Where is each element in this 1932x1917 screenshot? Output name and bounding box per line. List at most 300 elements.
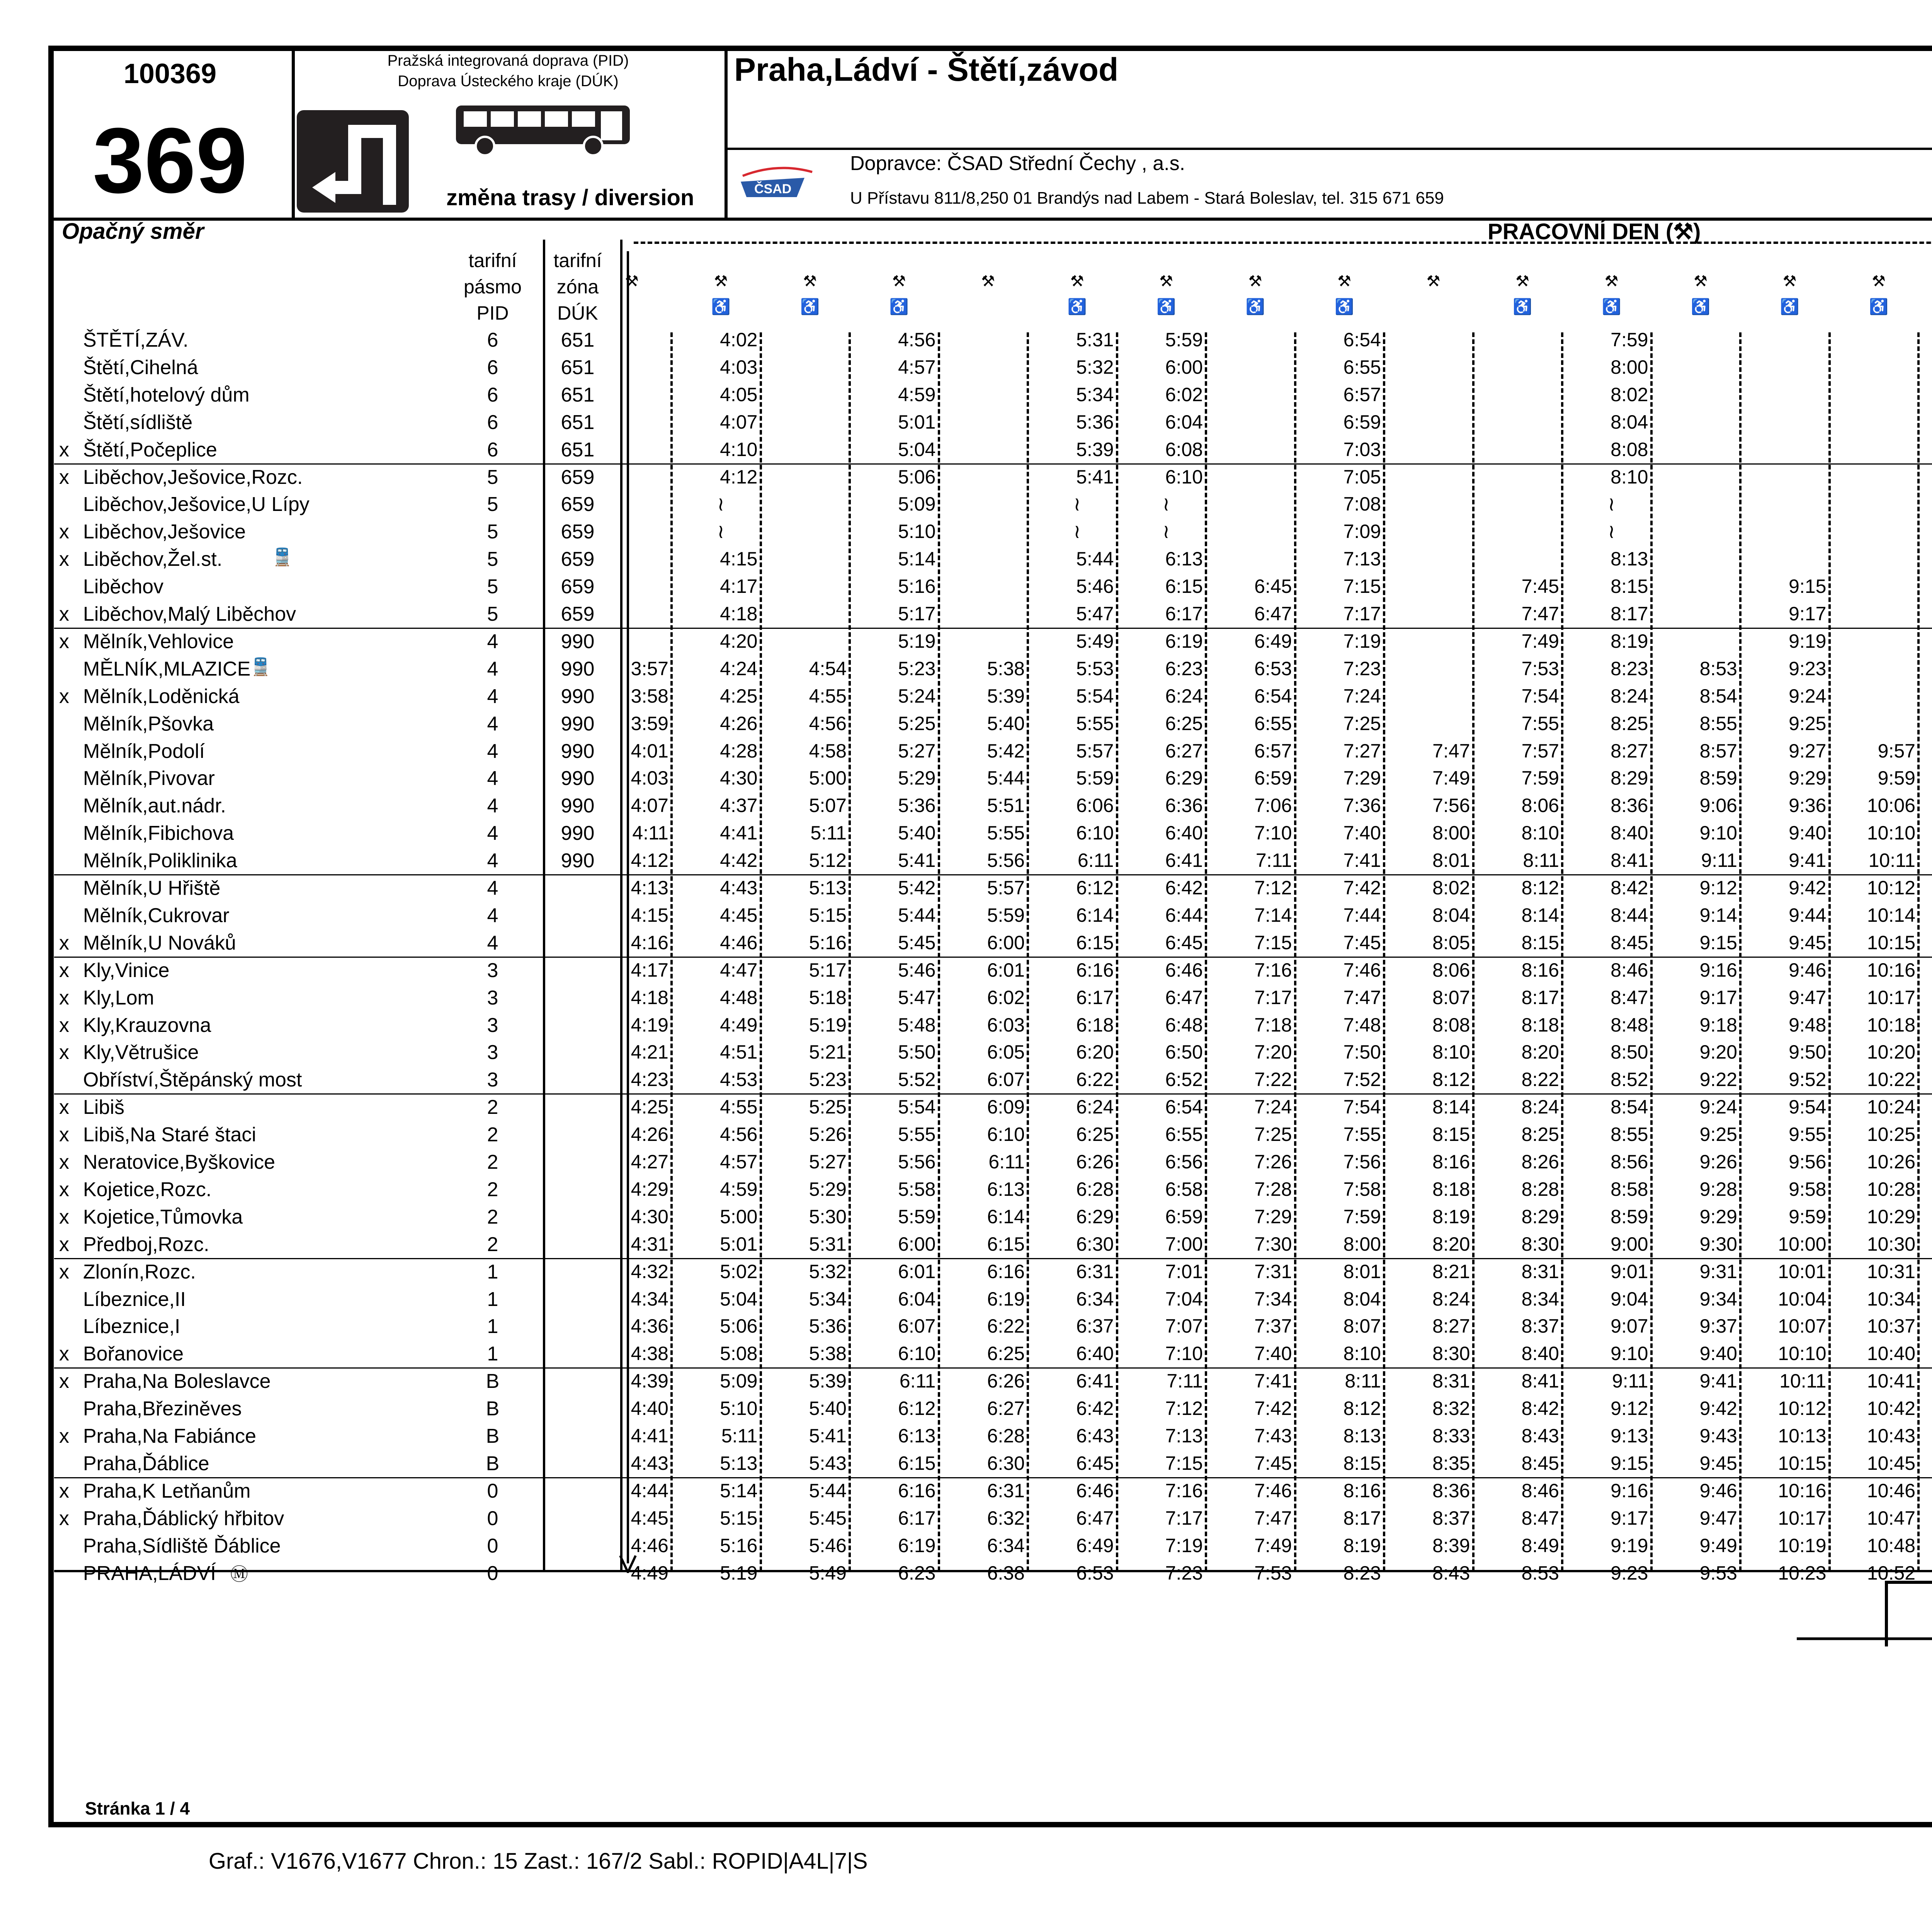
departure-time: 6:18 — [1076, 1014, 1114, 1036]
group-separator — [54, 1367, 1932, 1369]
departure-time: 8:47 — [1611, 986, 1648, 1008]
column-dash — [1383, 332, 1385, 1571]
departure-time: 7:44 — [1343, 904, 1381, 926]
departure-time: 9:59 — [1878, 767, 1915, 789]
departure-time: 8:02 — [1432, 877, 1470, 899]
departure-time: 7:16 — [1165, 1479, 1203, 1502]
departure-time: 5:32 — [1076, 356, 1114, 378]
departure-time: 9:58 — [1789, 1178, 1827, 1200]
departure-time: 6:07 — [898, 1315, 936, 1337]
departure-time: 8:35 — [1432, 1452, 1470, 1474]
departure-time: 7:15 — [1254, 931, 1292, 953]
duk-zone: 990 — [561, 712, 595, 735]
departure-time: 5:48 — [898, 1014, 936, 1036]
workday-icon: ⚒ — [1159, 273, 1173, 290]
departure-time: 5:31 — [1076, 329, 1114, 351]
pid-zone: 5 — [487, 493, 498, 516]
stop-name: Líbeznice,I — [83, 1315, 180, 1338]
departure-time: 9:36 — [1789, 795, 1827, 817]
departure-time: 5:11 — [810, 822, 847, 844]
departure-time: 8:37 — [1432, 1507, 1470, 1529]
skip-mark: ≀ — [1608, 521, 1615, 543]
departure-time: 6:59 — [1165, 1205, 1203, 1227]
skip-mark: ≀ — [1608, 493, 1615, 515]
stop-name: Mělník,Podolí — [83, 740, 205, 763]
departure-time: 4:31 — [631, 1233, 668, 1255]
departure-time: 8:16 — [1521, 959, 1559, 981]
departure-time: 9:12 — [1699, 877, 1737, 899]
day-type: PRACOVNÍ DEN (⚒) — [1488, 219, 1701, 244]
csad-logo — [739, 160, 816, 203]
diversion-logo — [297, 110, 409, 213]
departure-time: 6:15 — [1165, 575, 1203, 598]
skip-mark: ≀ — [1162, 493, 1170, 515]
departure-time: 7:19 — [1343, 630, 1381, 652]
departure-time: 6:43 — [1076, 1425, 1114, 1447]
departure-time: 9:23 — [1611, 1562, 1648, 1584]
stop-name: Mělník,aut.nádr. — [83, 795, 226, 817]
departure-time: 5:00 — [809, 767, 847, 789]
departure-time: 7:41 — [1343, 850, 1381, 872]
departure-time: 6:25 — [1076, 1124, 1114, 1146]
departure-time: 6:29 — [1076, 1205, 1114, 1227]
duk-zone: 990 — [561, 630, 595, 653]
departure-time: 6:37 — [1076, 1315, 1114, 1337]
pid-zone: 4 — [487, 740, 498, 763]
departure-time: 6:19 — [987, 1288, 1025, 1310]
departure-time: 6:00 — [1165, 356, 1203, 378]
departure-time: 4:03 — [720, 356, 758, 378]
wheelchair-icon: ♿ — [1869, 298, 1888, 315]
pid-zone: 4 — [487, 795, 498, 817]
departure-time: 4:21 — [631, 1041, 668, 1063]
departure-time: 7:17 — [1343, 603, 1381, 625]
departure-time: 8:18 — [1521, 1014, 1559, 1036]
departure-time: 8:12 — [1432, 1069, 1470, 1091]
departure-time: 7:25 — [1343, 712, 1381, 734]
departure-time: 8:19 — [1611, 630, 1648, 652]
pid-zone: 3 — [487, 1069, 498, 1091]
departure-time: 6:00 — [898, 1233, 936, 1255]
stop-name: Mělník,Cukrovar — [83, 904, 230, 927]
workday-icon: ⚒ — [1337, 273, 1351, 290]
departure-time: 4:07 — [720, 411, 758, 433]
departure-time: 6:11 — [988, 1151, 1025, 1173]
stop-name: Kly,Lom — [83, 986, 154, 1009]
departure-time: 8:33 — [1432, 1425, 1470, 1447]
workday-icon: ⚒ — [714, 273, 728, 290]
departure-time: 9:43 — [1699, 1425, 1737, 1447]
departure-time: 4:59 — [720, 1178, 758, 1200]
departure-time: 8:16 — [1432, 1151, 1470, 1173]
departure-time: 7:03 — [1343, 438, 1381, 460]
departure-time: 6:26 — [1076, 1151, 1114, 1173]
departure-time: 8:40 — [1521, 1343, 1559, 1365]
departure-time: 10:34 — [1867, 1288, 1915, 1310]
pid-zone: 4 — [487, 904, 498, 927]
departure-time: 9:56 — [1789, 1151, 1827, 1173]
departure-time: 10:10 — [1867, 822, 1915, 844]
request-stop-mark: x — [59, 630, 69, 653]
departure-time: 10:06 — [1867, 795, 1915, 817]
pid-zone: B — [486, 1398, 500, 1420]
departure-time: 5:42 — [898, 877, 936, 899]
departure-time: 10:23 — [1778, 1562, 1827, 1584]
departure-time: 4:18 — [720, 603, 758, 625]
departure-time: 8:13 — [1611, 548, 1648, 570]
departure-time: 5:06 — [898, 466, 936, 488]
skip-mark: ≀ — [1162, 521, 1170, 543]
departure-time: 4:20 — [720, 630, 758, 652]
departure-time: 9:01 — [1611, 1260, 1648, 1282]
duk-zone: 659 — [561, 548, 595, 571]
stop-name: Praha,K Letňanům — [83, 1479, 251, 1502]
departure-time: 9:26 — [1699, 1151, 1737, 1173]
request-stop-mark: x — [59, 548, 69, 571]
departure-time: 5:44 — [809, 1479, 847, 1502]
departure-time: 4:32 — [631, 1260, 668, 1282]
continuation-arrow-icon — [1797, 1631, 1932, 1646]
departure-time: 8:37 — [1521, 1315, 1559, 1337]
departure-time: 9:31 — [1699, 1260, 1737, 1282]
departure-time — [1925, 1096, 1932, 1118]
departure-time: 7:34 — [1254, 1288, 1292, 1310]
departure-time: 7:14 — [1254, 904, 1292, 926]
departure-time: 7:10 — [1254, 822, 1292, 844]
request-stop-mark: x — [59, 1370, 69, 1393]
departure-time: 8:00 — [1611, 356, 1648, 378]
departure-time — [1925, 329, 1932, 351]
departure-time: 7:11 — [1255, 850, 1292, 872]
departure-time: 7:06 — [1254, 795, 1292, 817]
departure-time: 6:20 — [1076, 1041, 1114, 1063]
departure-time: 9:49 — [1699, 1534, 1737, 1556]
departure-time: 5:38 — [809, 1343, 847, 1365]
departure-time: 6:14 — [1076, 904, 1114, 926]
departure-time: 6:13 — [1165, 548, 1203, 570]
departure-time: 5:01 — [898, 411, 936, 433]
departure-time: 5:40 — [809, 1398, 847, 1420]
departure-time: 9:29 — [1699, 1205, 1737, 1227]
departure-time: 8:30 — [1432, 1343, 1470, 1365]
departure-time: 7:47 — [1343, 986, 1381, 1008]
departure-time: 9:11 — [1701, 850, 1737, 872]
departure-time — [1925, 603, 1932, 625]
departure-time: 10:01 — [1778, 1260, 1827, 1282]
departure-time: 6:29 — [1165, 767, 1203, 789]
pid-zone: 1 — [487, 1288, 498, 1311]
departure-time: 8:26 — [1521, 1151, 1559, 1173]
departure-time: 7:37 — [1254, 1315, 1292, 1337]
departure-time: 5:31 — [809, 1233, 847, 1255]
workday-icon: ⚒ — [1694, 273, 1708, 290]
pid-zone: 6 — [487, 356, 498, 379]
pid-label: Pražská integrovaná doprava (PID) — [387, 52, 629, 69]
departure-time: 8:36 — [1611, 795, 1648, 817]
departure-time: 8:14 — [1521, 904, 1559, 926]
departure-time: 9:29 — [1789, 767, 1827, 789]
departure-time: 3:58 — [631, 685, 668, 707]
departure-time: 10:48 — [1867, 1534, 1915, 1556]
departure-time: 5:29 — [898, 767, 936, 789]
group-separator — [54, 463, 1932, 465]
departure-time: 6:30 — [1076, 1233, 1114, 1255]
departure-time: 5:50 — [898, 1041, 936, 1063]
workday-icon: ⚒ — [803, 273, 817, 290]
departure-time — [1925, 1534, 1932, 1557]
skip-mark: ≀ — [1073, 521, 1081, 543]
departure-time: 8:43 — [1521, 1425, 1559, 1447]
departure-time: 8:39 — [1432, 1534, 1470, 1556]
departure-time: 6:56 — [1165, 1151, 1203, 1173]
departure-time: 8:01 — [1432, 850, 1470, 872]
departure-time: 5:25 — [898, 712, 936, 734]
departure-time: 8:05 — [1432, 931, 1470, 953]
departure-time: 6:41 — [1076, 1370, 1114, 1392]
departure-time: 5:12 — [809, 850, 847, 872]
departure-time: 5:17 — [809, 959, 847, 981]
departure-time: 8:22 — [1521, 1069, 1559, 1091]
group-separator — [54, 628, 1932, 629]
departure-time: 9:27 — [1789, 740, 1827, 762]
departure-time: 5:29 — [809, 1178, 847, 1200]
departure-time: 10:11 — [1868, 850, 1915, 872]
departure-time: 5:41 — [809, 1425, 847, 1447]
stop-name: Libiš — [83, 1096, 124, 1119]
departure-time: 7:29 — [1343, 767, 1381, 789]
departure-time: 5:21 — [809, 1041, 847, 1063]
departure-time: 7:31 — [1254, 1260, 1292, 1282]
stop-name: Liběchov — [83, 575, 164, 598]
departure-time: 8:42 — [1611, 877, 1648, 899]
departure-time: 8:46 — [1611, 959, 1648, 981]
departure-time: 4:25 — [631, 1096, 668, 1118]
departure-time: 5:14 — [720, 1479, 758, 1502]
departure-time: 7:54 — [1521, 685, 1559, 707]
stop-name: Praha,Březiněves — [83, 1398, 242, 1420]
departure-time: 5:55 — [1076, 712, 1114, 734]
pid-zone-header: tarifní — [468, 250, 517, 271]
departure-time: 5:02 — [720, 1260, 758, 1282]
departure-time: 7:11 — [1167, 1370, 1203, 1392]
departure-time: 9:24 — [1699, 1096, 1737, 1118]
departure-time: 9:15 — [1789, 575, 1827, 598]
departure-time: 7:24 — [1343, 685, 1381, 707]
departure-time: 5:39 — [809, 1370, 847, 1392]
departure-time: 7:18 — [1254, 1014, 1292, 1036]
departure-time: 9:57 — [1878, 740, 1915, 762]
departure-time: 6:55 — [1343, 356, 1381, 378]
pid-zone: 0 — [487, 1507, 498, 1530]
departure-time: 4:53 — [720, 1069, 758, 1091]
departure-time: 7:26 — [1254, 1151, 1292, 1173]
departure-time: 7:01 — [1165, 1260, 1203, 1282]
departure-time: 8:20 — [1432, 1233, 1470, 1255]
stop-name: Mělník,U Hřiště — [83, 877, 221, 899]
departure-time: 6:10 — [1076, 822, 1114, 844]
pid-zone: 0 — [487, 1562, 498, 1585]
direction-label: Opačný směr — [62, 219, 204, 244]
departure-time: 5:19 — [809, 1014, 847, 1036]
stop-name: Kojetice,Tůmovka — [83, 1205, 243, 1228]
departure-time: 6:01 — [987, 959, 1025, 981]
departure-time: 8:36 — [1432, 1479, 1470, 1502]
departure-time: 7:45 — [1343, 931, 1381, 953]
duk-label: Doprava Ústeckého kraje (DÚK) — [398, 73, 619, 90]
departure-time: 7:00 — [1165, 1233, 1203, 1255]
departure-time: 5:47 — [1076, 603, 1114, 625]
departure-time: 5:34 — [809, 1288, 847, 1310]
departure-time — [1925, 1452, 1932, 1474]
departure-time: 9:20 — [1699, 1041, 1737, 1063]
pid-zone: 4 — [487, 931, 498, 954]
duk-zone: 990 — [561, 657, 595, 680]
departure-time — [1925, 1288, 1932, 1310]
stop-name: Praha,Na Fabiánce — [83, 1425, 257, 1447]
departure-time: 5:55 — [898, 1124, 936, 1146]
stop-name: Liběchov,Ješovice,U Lípy — [83, 493, 310, 516]
departure-time: 6:11 — [899, 1370, 936, 1392]
departure-time: 5:57 — [987, 877, 1025, 899]
pid-zone: 4 — [487, 822, 498, 845]
departure-time: 7:16 — [1254, 959, 1292, 981]
departure-time: 5:25 — [809, 1096, 847, 1118]
departure-time: 6:24 — [1076, 1096, 1114, 1118]
departure-time: 9:07 — [1611, 1315, 1648, 1337]
departure-time: 4:27 — [631, 1151, 668, 1173]
departure-time: 7:54 — [1343, 1096, 1381, 1118]
departure-time — [1925, 1233, 1932, 1255]
wheelchair-icon: ♿ — [889, 298, 909, 315]
departure-time: 10:15 — [1867, 931, 1915, 953]
departure-time: 6:17 — [898, 1507, 936, 1529]
departure-time: 7:56 — [1432, 795, 1470, 817]
departure-time: 4:45 — [720, 904, 758, 926]
route-title: Praha,Ládví - Štětí,závod — [734, 51, 1119, 88]
departure-time: 10:31 — [1867, 1260, 1915, 1282]
departure-time — [1925, 959, 1932, 981]
departure-time — [1925, 712, 1932, 735]
daytype-dash — [634, 242, 1932, 244]
departure-time: 6:36 — [1165, 795, 1203, 817]
departure-time: 9:48 — [1789, 1014, 1827, 1036]
departure-time — [1925, 986, 1932, 1009]
stop-name: Liběchov,Žel.st. — [83, 548, 223, 571]
departure-time: 4:57 — [898, 356, 936, 378]
departure-time: 9:45 — [1789, 931, 1827, 953]
departure-time: 6:53 — [1076, 1562, 1114, 1584]
departure-time: 6:57 — [1343, 383, 1381, 405]
departure-time — [1925, 1178, 1932, 1200]
departure-time: 8:17 — [1521, 986, 1559, 1008]
departure-time: 5:46 — [1076, 575, 1114, 598]
wheelchair-icon: ♿ — [1156, 298, 1176, 315]
pid-zone: 4 — [487, 850, 498, 872]
departure-time: 5:16 — [720, 1534, 758, 1556]
request-stop-mark: x — [59, 521, 69, 543]
departure-time: 8:52 — [1611, 1069, 1648, 1091]
departure-time: 9:23 — [1789, 657, 1827, 679]
departure-time: 4:37 — [720, 795, 758, 817]
departure-time: 5:23 — [809, 1069, 847, 1091]
departure-time: 8:54 — [1611, 1096, 1648, 1118]
departure-time: 10:24 — [1867, 1096, 1915, 1118]
departure-time: 4:15 — [720, 548, 758, 570]
departure-time: 5:59 — [1165, 329, 1203, 351]
departure-time: 7:25 — [1254, 1124, 1292, 1146]
departure-time: 5:43 — [809, 1452, 847, 1474]
stop-name: Mělník,Poliklinika — [83, 850, 237, 872]
departure-time: 6:19 — [1165, 630, 1203, 652]
departure-time: 6:25 — [987, 1343, 1025, 1365]
departure-time: 8:47 — [1521, 1507, 1559, 1529]
departure-time: 7:15 — [1343, 575, 1381, 598]
departure-time: 7:15 — [1165, 1452, 1203, 1474]
departure-time: 8:50 — [1611, 1041, 1648, 1063]
departure-time: 6:03 — [987, 1014, 1025, 1036]
departure-time — [1925, 740, 1932, 762]
departure-time: 4:15 — [631, 904, 668, 926]
operator: Dopravce: ČSAD Střední Čechy , a.s. — [850, 152, 1185, 175]
departure-time: 6:16 — [898, 1479, 936, 1502]
departure-time: 5:57 — [1076, 740, 1114, 762]
departure-time: 10:19 — [1778, 1534, 1827, 1556]
pid-zone: 4 — [487, 630, 498, 653]
departure-time: 6:47 — [1254, 603, 1292, 625]
departure-time: 6:07 — [987, 1069, 1025, 1091]
departure-time: 6:47 — [1076, 1507, 1114, 1529]
departure-time: 8:17 — [1343, 1507, 1381, 1529]
departure-time: 4:49 — [631, 1562, 668, 1584]
column-dash — [1650, 332, 1653, 1571]
stop-name: Kly,Vinice — [83, 959, 170, 982]
departure-time: 6:54 — [1254, 685, 1292, 707]
departure-time: 4:17 — [631, 959, 668, 981]
departure-time: 6:11 — [1077, 850, 1114, 872]
departure-time — [1925, 356, 1932, 378]
departure-time: 4:41 — [720, 822, 758, 844]
departure-time — [1925, 411, 1932, 433]
departure-time: 9:55 — [1789, 1124, 1827, 1146]
departure-time: 6:54 — [1165, 1096, 1203, 1118]
departure-time: 4:55 — [809, 685, 847, 707]
departure-time: 9:25 — [1699, 1124, 1737, 1146]
departure-time: 7:49 — [1432, 767, 1470, 789]
departure-time: 8:15 — [1611, 575, 1648, 598]
departure-time: 8:08 — [1432, 1014, 1470, 1036]
departure-time: 8:49 — [1521, 1534, 1559, 1556]
departure-time: 6:49 — [1076, 1534, 1114, 1556]
departure-time — [1925, 1479, 1932, 1502]
departure-time: 8:13 — [1343, 1425, 1381, 1447]
line-id: 100369 — [123, 58, 217, 89]
departure-time: 8:43 — [1432, 1562, 1470, 1584]
departure-time: 7:27 — [1343, 740, 1381, 762]
skip-mark: ≀ — [717, 521, 724, 543]
departure-time: 9:19 — [1611, 1534, 1648, 1556]
departure-time: 6:53 — [1254, 657, 1292, 679]
departure-time: 7:29 — [1254, 1205, 1292, 1227]
departure-time: 9:40 — [1699, 1343, 1737, 1365]
departure-time: 5:41 — [1076, 466, 1114, 488]
stop-name: Kly,Větrušice — [83, 1041, 199, 1064]
departure-time: 9:47 — [1789, 986, 1827, 1008]
request-stop-mark: x — [59, 1151, 69, 1173]
header-hsep — [728, 148, 1932, 150]
departure-time: 4:38 — [631, 1343, 668, 1365]
pid-zone: 3 — [487, 1041, 498, 1064]
departure-time: 5:36 — [809, 1315, 847, 1337]
